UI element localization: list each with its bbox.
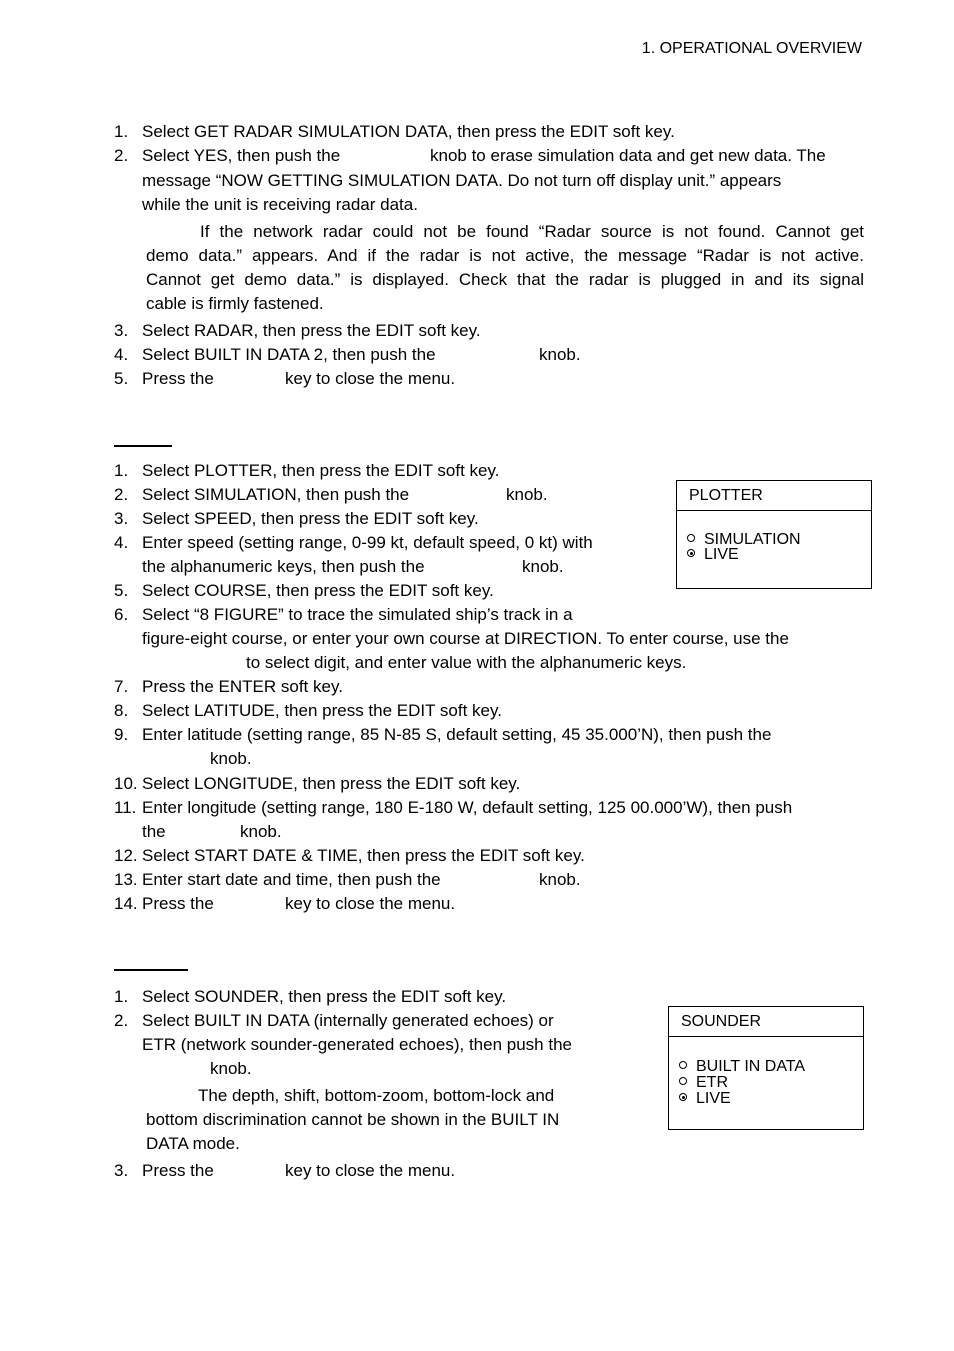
- step-text: knob.: [522, 557, 564, 576]
- step-text: knob.: [240, 822, 282, 841]
- section-rule: [114, 445, 172, 447]
- step-number: 11.: [114, 798, 137, 817]
- menu-title: PLOTTER: [689, 487, 763, 504]
- step-text: Select RADAR, then press the EDIT soft key.: [142, 321, 481, 340]
- step-number: 12.: [114, 846, 138, 865]
- step-number: 9.: [114, 725, 129, 744]
- step-number: 13.: [114, 870, 138, 889]
- step-text: Select START DATE & TIME, then press the EDIT soft key.: [142, 846, 585, 865]
- step-text: Select GET RADAR SIMULATION DATA, then press the EDIT soft key.: [142, 122, 675, 141]
- step-text: Select BUILT IN DATA 2, then push the: [142, 345, 436, 364]
- note-line: DATA mode.: [146, 1134, 240, 1153]
- step-text: knob.: [210, 749, 252, 768]
- step-number: 3.: [114, 1161, 129, 1180]
- step-text: Select COURSE, then press the EDIT soft key.: [142, 581, 494, 600]
- page-header: 1. OPERATIONAL OVERVIEW: [641, 40, 862, 57]
- step-number: 1.: [114, 987, 129, 1006]
- note-line: bottom discrimination cannot be shown in the BUILT IN: [146, 1110, 560, 1129]
- step-number: 3.: [114, 509, 129, 528]
- note-line: The depth, shift, bottom-zoom, bottom-lock and: [198, 1086, 555, 1105]
- step-text: Select LATITUDE, then press the EDIT soft key.: [142, 701, 502, 720]
- step-text: key to close the menu.: [285, 1161, 456, 1180]
- step-number: 2.: [114, 485, 129, 504]
- step-text: key to close the menu.: [285, 369, 456, 388]
- step-text: Press the ENTER soft key.: [142, 677, 343, 696]
- sounder-menu: [668, 1006, 864, 1130]
- step-number: 8.: [114, 701, 129, 720]
- step-text: Select BUILT IN DATA (internally generated echoes) or: [142, 1011, 554, 1030]
- step-text: the alphanumeric keys, then push the: [142, 557, 425, 576]
- menu-title: SOUNDER: [681, 1013, 762, 1030]
- step-text: Select “8 FIGURE” to trace the simulated ship’s track in a: [142, 605, 573, 624]
- step-text: Select SOUNDER, then press the EDIT soft key.: [142, 987, 507, 1006]
- step-text: figure-eight course, or enter your own course at DIRECTION. To enter course, use the: [142, 629, 789, 648]
- step-text: Press the: [142, 369, 214, 388]
- menu-divider: [677, 510, 871, 511]
- step-text: ETR (network sounder-generated echoes), then push the: [142, 1035, 572, 1054]
- step-number: 4.: [114, 345, 129, 364]
- radio-unselected-icon: [687, 534, 695, 542]
- radio-unselected-icon: [679, 1061, 687, 1069]
- option-label: BUILT IN DATA: [696, 1058, 806, 1075]
- option-label: LIVE: [696, 1090, 731, 1107]
- step-text: knob.: [210, 1059, 252, 1078]
- note-line: If the network radar could not be found “Radar source is not found. Cannot get: [200, 222, 864, 241]
- step-number: 3.: [114, 321, 129, 340]
- note-line: Cannot get demo data.” is displayed. Check that the radar is plugged in and its signal: [146, 270, 864, 289]
- step-text: Press the: [142, 1161, 214, 1180]
- step-number: 1.: [114, 122, 129, 141]
- step-text: knob.: [506, 485, 548, 504]
- step-number: 5.: [114, 369, 129, 388]
- step-text: Enter latitude (setting range, 85 N-85 S, default setting, 45 35.000’N), then push the: [142, 725, 772, 744]
- option-live[interactable]: [687, 547, 739, 563]
- note-line: demo data.” appears. And if the radar is not active, the message “Radar is not active.: [146, 246, 864, 265]
- step-text: Select PLOTTER, then press the EDIT soft key.: [142, 461, 500, 480]
- radio-selected-icon: [687, 549, 695, 557]
- step-text: Select LONGITUDE, then press the EDIT soft key.: [142, 774, 521, 793]
- step-text: knob.: [539, 345, 581, 364]
- step-text: Select SPEED, then press the EDIT soft key.: [142, 509, 479, 528]
- step-number: 2.: [114, 146, 129, 165]
- step-text: Select SIMULATION, then push the: [142, 485, 410, 504]
- step-text: the: [142, 822, 166, 841]
- step-number: 7.: [114, 677, 129, 696]
- step-number: 14.: [114, 894, 138, 913]
- option-etr[interactable]: [679, 1075, 728, 1091]
- option-label: SIMULATION: [704, 531, 801, 548]
- option-label: LIVE: [704, 546, 739, 563]
- option-label: ETR: [696, 1074, 728, 1091]
- step-text: Press the: [142, 894, 214, 913]
- step-text: message “NOW GETTING SIMULATION DATA. Do not turn off display unit.” appears: [142, 171, 782, 190]
- step-text: Enter longitude (setting range, 180 E-180 W, default setting, 125 00.000’W), then push: [142, 798, 793, 817]
- plotter-menu: [676, 480, 872, 589]
- radio-selected-icon: [679, 1093, 687, 1101]
- step-text: knob.: [539, 870, 581, 889]
- step-number: 5.: [114, 581, 129, 600]
- note-line: cable is firmly fastened.: [146, 294, 324, 313]
- step-text: while the unit is receiving radar data.: [142, 195, 418, 214]
- step-text: key to close the menu.: [285, 894, 456, 913]
- radio-unselected-icon: [679, 1077, 687, 1085]
- step-number: 4.: [114, 533, 129, 552]
- option-built-in-data[interactable]: [679, 1059, 805, 1075]
- step-number: 10.: [114, 774, 138, 793]
- step-text: Enter start date and time, then push the: [142, 870, 441, 889]
- step-text: Select YES, then push the: [142, 146, 341, 165]
- step-text: Enter speed (setting range, 0-99 kt, default speed, 0 kt) with: [142, 533, 593, 552]
- step-text: to select digit, and enter value with the alphanumeric keys.: [246, 653, 687, 672]
- step-number: 6.: [114, 605, 129, 624]
- section-rule: [114, 969, 188, 971]
- step-number: 2.: [114, 1011, 129, 1030]
- menu-divider: [669, 1036, 863, 1037]
- option-live[interactable]: [679, 1091, 731, 1107]
- step-text: knob to erase simulation data and get new data. The: [430, 146, 826, 165]
- step-number: 1.: [114, 461, 129, 480]
